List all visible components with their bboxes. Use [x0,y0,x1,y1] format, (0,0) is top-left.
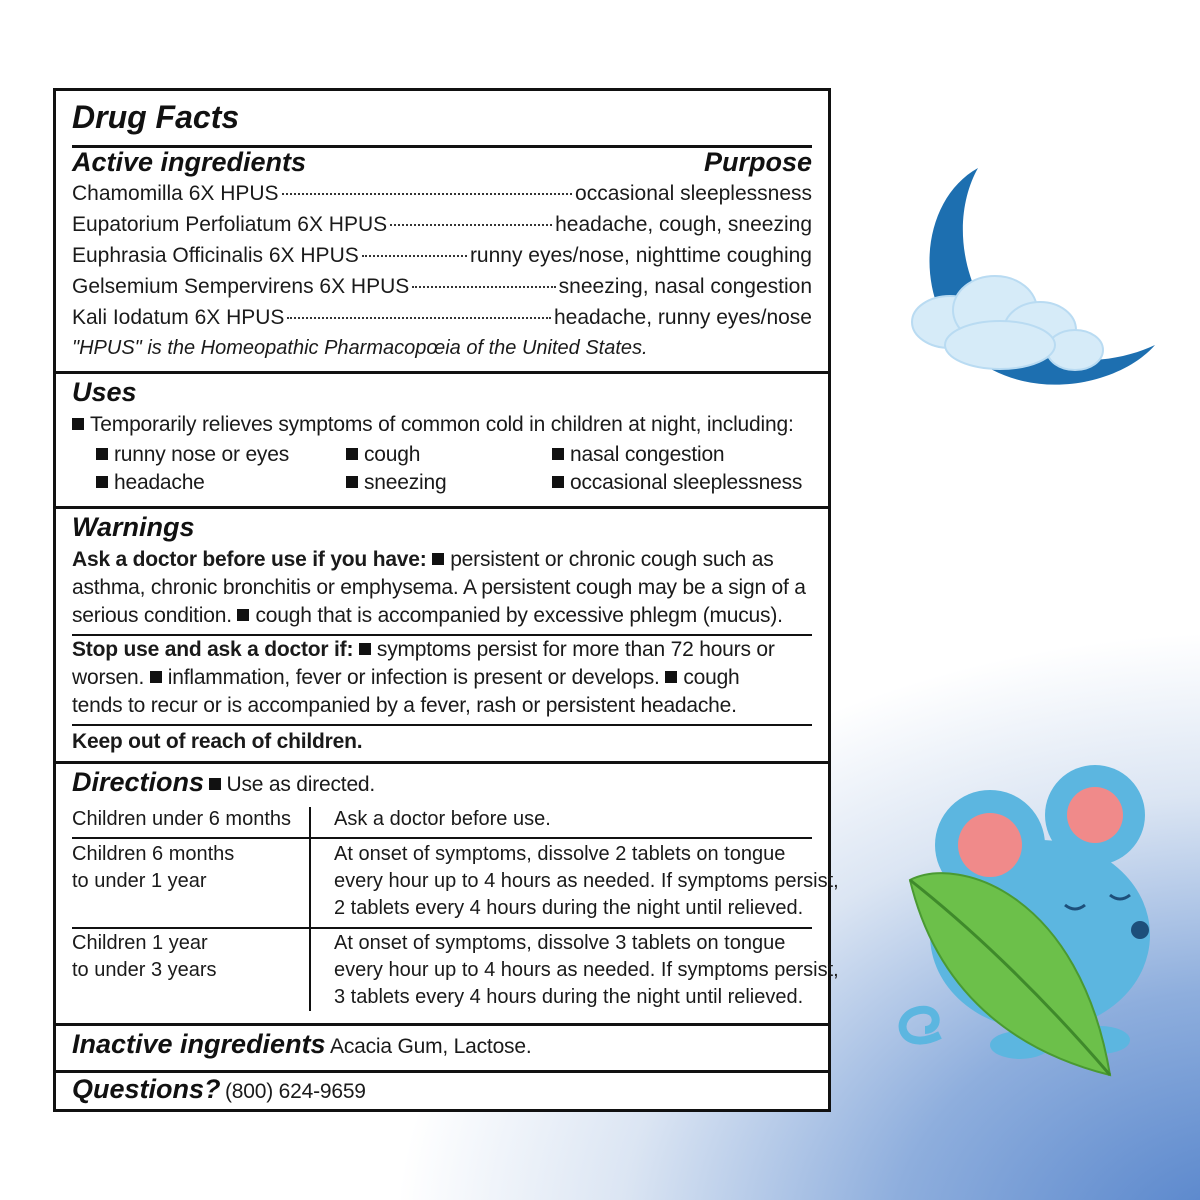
bullet-icon [150,671,162,683]
inactive-section [56,1023,828,1073]
warnings-heading: Warnings [72,512,195,542]
ingredient-name: Gelsemium Sempervirens 6X HPUS [72,275,410,298]
bullet-icon [552,476,564,488]
ingredient-name: Euphrasia Officinalis 6X HPUS [72,244,359,267]
uses-item: cough [346,443,420,467]
dose-cell: At onset of symptoms, dissolve 3 tablets on tongue every hour up to 4 hours as needed. If symptoms persist, 3 tablets every 4 hours during the night until relieved. [334,932,839,1008]
drug-facts-title: Drug Facts [72,99,240,135]
age-cell: Children 6 months to under 1 year [72,843,235,892]
uses-item: nasal congestion [552,443,724,467]
bullet-icon [346,448,358,460]
uses-item: occasional sleeplessness [552,471,802,495]
ingredient-name: Eupatorium Perfoliatum 6X HPUS [72,213,388,236]
uses-item: headache [96,471,205,495]
bullet-icon [346,476,358,488]
bullet-icon [96,476,108,488]
stop-use-line: Stop use and ask a doctor if: symptoms persist for more than 72 hours or [72,638,775,661]
inactive-line [72,1029,531,1060]
ingredient-row [72,244,812,272]
uses-heading: Uses [72,377,137,407]
warnings-divider [72,724,812,726]
ingredient-purpose: sneezing, nasal congestion [558,275,812,298]
ingredient-name: Chamomilla 6X HPUS [72,182,279,205]
ingredient-row [72,275,812,303]
bullet-icon [72,418,84,430]
hpus-note: "HPUS" is the Homeopathic Pharmacopœia of the United States. [72,337,648,359]
bullet-icon [432,553,444,565]
phone-number: (800) 624-9659 [224,1080,366,1103]
questions-line [72,1074,366,1105]
bullet-icon [665,671,677,683]
warnings-section [56,506,828,764]
dose-cell: Ask a doctor before use. [334,808,551,830]
age-cell: Children under 6 months [72,808,292,830]
ask-doctor-line: serious condition. cough that is accompanied by excessive phlegm (mucus). [72,604,783,627]
keep-out-text: Keep out of reach of children. [72,730,363,753]
inactive-text: Acacia Gum, Lactose. [330,1035,532,1058]
questions-section [56,1070,828,1109]
age-cell: Children 1 year to under 3 years [72,932,217,981]
active-ingredients-heading: Active ingredients [72,147,307,177]
stop-use-label: Stop use and ask a doctor if: [72,638,354,661]
ask-doctor-line: asthma, chronic bronchitis or emphysema. A persistent cough may be a sign of a [72,576,806,599]
table-divider [72,927,812,929]
uses-item: runny nose or eyes [96,443,289,467]
directions-heading: Directions [72,767,205,797]
dose-cell: At onset of symptoms, dissolve 2 tablets on tongue every hour up to 4 hours as needed. If symptoms persist, 2 tablets every 4 hours during the night until relieved. [334,843,839,919]
drug-facts-panel [53,88,839,1112]
ingredient-purpose: headache, runny eyes/nose [553,306,812,329]
inactive-heading: Inactive ingredients [72,1029,326,1059]
ingredient-purpose: headache, cough, sneezing [555,213,812,236]
stop-use-line: worsen. inflammation, fever or infection is present or develops. cough [72,666,740,689]
bullet-icon [237,609,249,621]
warnings-divider [72,634,812,636]
ask-doctor-line: Ask a doctor before use if you have: persistent or chronic cough such as [72,548,774,571]
bullet-icon [209,778,221,790]
ingredient-purpose: runny eyes/nose, nighttime coughing [469,244,812,267]
ingredient-name: Kali Iodatum 6X HPUS [72,306,285,329]
questions-heading: Questions? [72,1074,221,1104]
ingredient-purpose: occasional sleeplessness [575,182,812,205]
ingredient-row [72,182,812,210]
bullet-icon [552,448,564,460]
active-ingredients-section [56,91,828,374]
table-row [334,806,551,833]
purpose-heading: Purpose [703,147,812,177]
ingredient-row [72,306,812,334]
uses-item: sneezing [346,471,446,495]
mouse-leaf-illustration [880,755,1180,1085]
uses-section [56,371,828,509]
table-column-divider [309,807,311,1011]
bullet-icon [359,643,371,655]
moon-cloud-illustration [890,160,1160,400]
table-divider [72,837,812,839]
uses-intro: Temporarily relieves symptoms of common cold in children at night, including: [72,413,794,437]
ask-doctor-label: Ask a doctor before use if you have: [72,548,427,571]
directions-section [56,761,839,1026]
table-row [72,806,291,833]
ingredient-row [72,213,812,241]
bullet-icon [96,448,108,460]
directions-line: Directions Use as directed. [72,767,376,797]
stop-use-line: tends to recur or is accompanied by a fever, rash or persistent headache. [72,694,737,717]
